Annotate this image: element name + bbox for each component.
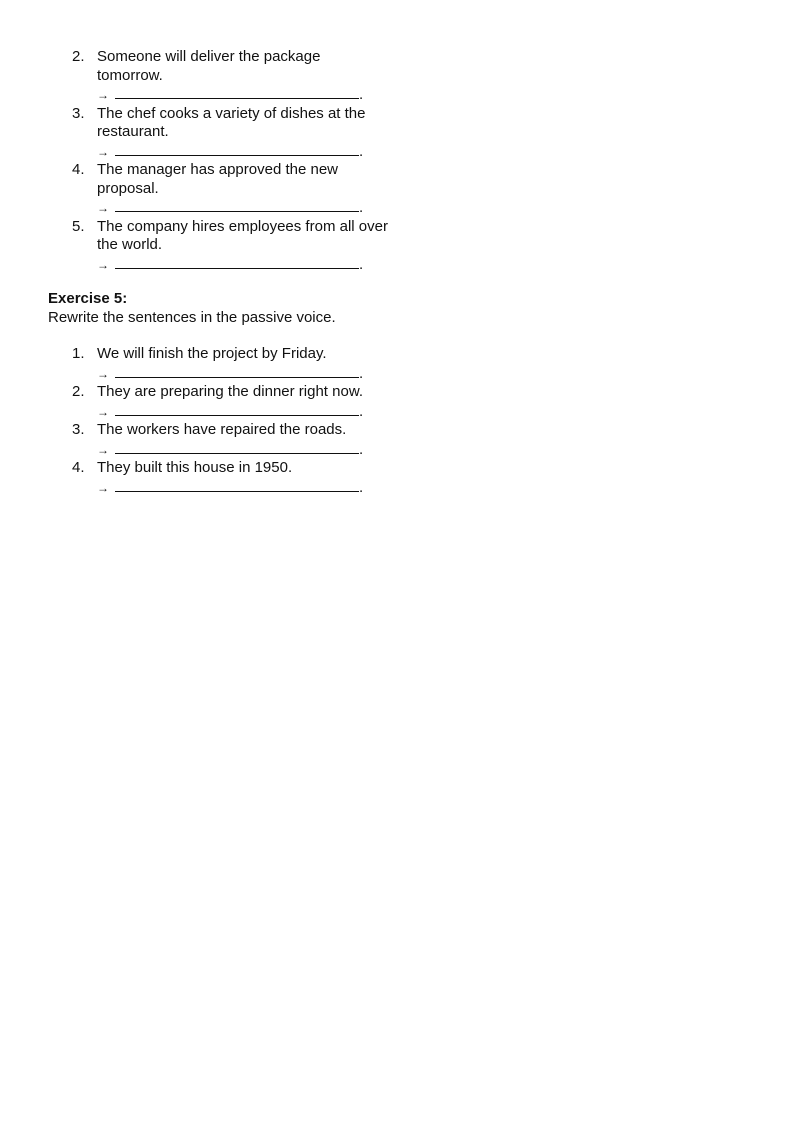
answer-line xyxy=(97,255,388,275)
exercise-instruction: Rewrite the sentences in the passive voice. xyxy=(48,308,336,326)
arrow-icon: → xyxy=(97,201,109,215)
answer-period: . xyxy=(359,86,364,103)
list-item xyxy=(48,421,388,459)
item-number: 3. xyxy=(72,421,85,438)
answer-period: . xyxy=(359,402,364,420)
arrow-icon: → xyxy=(97,404,109,419)
arrow-icon: → xyxy=(97,144,109,159)
item-sentence: They built this house in 1950. xyxy=(97,459,293,476)
exercise-title: Exercise 5: xyxy=(48,290,128,307)
answer-blank[interactable] xyxy=(115,440,359,454)
list-item xyxy=(48,383,388,421)
list-item xyxy=(48,218,388,275)
item-number: 4. xyxy=(72,459,85,476)
answer-blank[interactable] xyxy=(115,142,359,156)
item-sentence: They are preparing the dinner right now. xyxy=(97,383,363,400)
exercise-5-list xyxy=(48,345,388,497)
item-number: 2. xyxy=(72,383,85,400)
answer-blank[interactable] xyxy=(115,85,359,99)
answer-blank[interactable] xyxy=(115,478,359,492)
item-number: 4. xyxy=(72,161,85,178)
answer-blank[interactable] xyxy=(115,255,359,269)
item-sentence: The company hires employees from all over the world. xyxy=(97,217,388,253)
item-sentence: The workers have repaired the roads. xyxy=(97,421,347,438)
answer-line xyxy=(97,440,388,460)
answer-period: . xyxy=(359,142,364,160)
answer-line xyxy=(97,142,388,162)
list-item xyxy=(48,161,388,218)
item-sentence: The manager has approved the new proposal. xyxy=(97,161,338,197)
list-item xyxy=(48,459,388,497)
arrow-icon: → xyxy=(97,366,109,381)
item-number: 5. xyxy=(72,217,85,235)
item-sentence: The chef cooks a variety of dishes at the restaurant. xyxy=(97,104,366,140)
exercise-5-header xyxy=(48,290,448,327)
arrow-icon: → xyxy=(97,480,109,495)
item-sentence: We will finish the project by Friday. xyxy=(97,345,327,362)
list-item xyxy=(48,105,388,162)
answer-period: . xyxy=(359,440,364,458)
answer-blank[interactable] xyxy=(115,198,359,212)
exercise-4-list xyxy=(48,48,388,274)
item-number: 3. xyxy=(72,104,85,122)
item-sentence: Someone will deliver the package tomorrow. xyxy=(97,48,321,84)
list-item xyxy=(48,48,388,105)
answer-period: . xyxy=(359,255,364,273)
answer-line xyxy=(97,478,388,498)
answer-line xyxy=(97,198,388,218)
answer-period: . xyxy=(359,199,364,216)
arrow-icon: → xyxy=(97,442,109,457)
item-number: 1. xyxy=(72,345,85,362)
list-item xyxy=(48,345,388,383)
arrow-icon: → xyxy=(97,257,109,272)
answer-blank[interactable] xyxy=(115,402,359,416)
answer-line xyxy=(97,402,388,422)
answer-blank[interactable] xyxy=(115,364,359,378)
answer-period: . xyxy=(359,478,364,496)
answer-line xyxy=(97,364,388,384)
arrow-icon: → xyxy=(97,88,109,102)
answer-period: . xyxy=(359,364,364,382)
answer-line xyxy=(97,85,388,105)
item-number: 2. xyxy=(72,48,85,65)
